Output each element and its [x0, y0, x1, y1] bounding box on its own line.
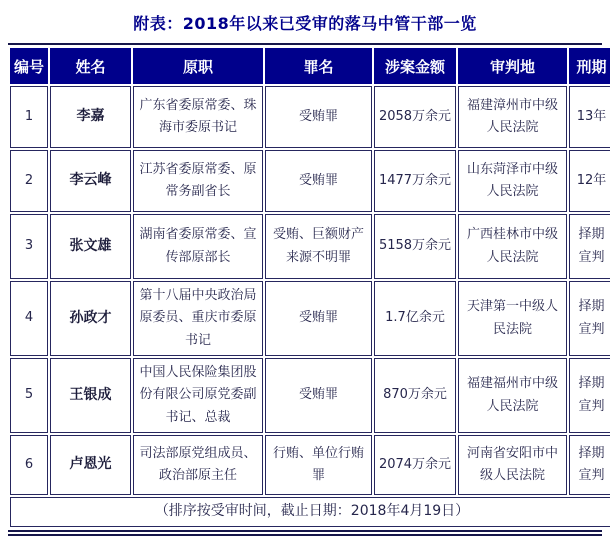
cell-amount-involved: 2074万余元 — [374, 435, 456, 495]
cell-name: 李嘉 — [50, 86, 131, 148]
table-body — [10, 86, 610, 495]
cell-no: 4 — [10, 281, 48, 356]
cell-no: 3 — [10, 214, 48, 279]
cell-crime: 受贿、巨额财产来源不明罪 — [265, 214, 372, 279]
cell-trial-location: 天津第一中级人民法院 — [458, 281, 567, 356]
footnote-text: （排序按受审时间，截止日期：2018年4月19日） — [10, 497, 610, 527]
col-header-former-position: 原职 — [133, 48, 263, 84]
cell-former-position: 中国人民保险集团股份有限公司原党委副书记、总裁 — [133, 358, 263, 433]
col-header-crime: 罪名 — [265, 48, 372, 84]
page-title: 附表：2018年以来已受审的落马中管干部一览 — [133, 14, 477, 33]
cell-amount-involved: 1.7亿余元 — [374, 281, 456, 356]
table-row — [10, 86, 610, 148]
col-header-no: 编号 — [10, 48, 48, 84]
cell-former-position: 第十八届中央政治局原委员、重庆市委原书记 — [133, 281, 263, 356]
cell-crime: 受贿罪 — [265, 358, 372, 433]
cell-amount-involved: 870万余元 — [374, 358, 456, 433]
cell-trial-location: 福建漳州市中级人民法院 — [458, 86, 567, 148]
cell-sentence: 择期宣判 — [569, 435, 610, 495]
table-header — [10, 48, 610, 84]
cell-sentence: 择期宣判 — [569, 358, 610, 433]
cell-name: 孙政才 — [50, 281, 131, 356]
cell-former-position: 湖南省委原常委、宣传部原部长 — [133, 214, 263, 279]
col-header-trial-location: 审判地 — [458, 48, 567, 84]
cell-amount-involved: 5158万余元 — [374, 214, 456, 279]
footnote-row — [10, 497, 610, 527]
cell-trial-location: 广西桂林市中级人民法院 — [458, 214, 567, 279]
cell-former-position: 司法部原党组成员、政治部原主任 — [133, 435, 263, 495]
table-row — [10, 281, 610, 356]
cell-sentence: 13年 — [569, 86, 610, 148]
cell-former-position: 江苏省委原常委、原常务副省长 — [133, 150, 263, 212]
cell-crime: 受贿罪 — [265, 150, 372, 212]
cell-sentence: 择期宣判 — [569, 281, 610, 356]
cell-crime: 受贿罪 — [265, 86, 372, 148]
cell-name: 卢恩光 — [50, 435, 131, 495]
col-header-sentence: 刑期 — [569, 48, 610, 84]
cell-crime: 行贿、单位行贿罪 — [265, 435, 372, 495]
table-row — [10, 358, 610, 433]
top-rule-divider — [8, 43, 602, 45]
cell-name: 张文雄 — [50, 214, 131, 279]
cell-sentence: 择期宣判 — [569, 214, 610, 279]
cell-sentence: 12年 — [569, 150, 610, 212]
cell-former-position: 广东省委原常委、珠海市委原书记 — [133, 86, 263, 148]
cell-name: 王银成 — [50, 358, 131, 433]
cell-no: 6 — [10, 435, 48, 495]
cell-no: 2 — [10, 150, 48, 212]
cell-amount-involved: 1477万余元 — [374, 150, 456, 212]
cell-no: 1 — [10, 86, 48, 148]
officials-trial-table — [8, 46, 610, 529]
bottom-double-rule — [8, 530, 602, 536]
cell-trial-location: 福建福州市中级人民法院 — [458, 358, 567, 433]
table-row — [10, 435, 610, 495]
cell-trial-location: 河南省安阳市中级人民法院 — [458, 435, 567, 495]
table-area — [8, 43, 607, 536]
cell-crime: 受贿罪 — [265, 281, 372, 356]
cell-no: 5 — [10, 358, 48, 433]
table-row — [10, 150, 610, 212]
header-row — [10, 48, 610, 84]
cell-amount-involved: 2058万余元 — [374, 86, 456, 148]
cell-name: 李云峰 — [50, 150, 131, 212]
table-row — [10, 214, 610, 279]
col-header-name: 姓名 — [50, 48, 131, 84]
table-footer — [10, 497, 610, 527]
col-header-amount-involved: 涉案金额 — [374, 48, 456, 84]
cell-trial-location: 山东菏泽市中级人民法院 — [458, 150, 567, 212]
